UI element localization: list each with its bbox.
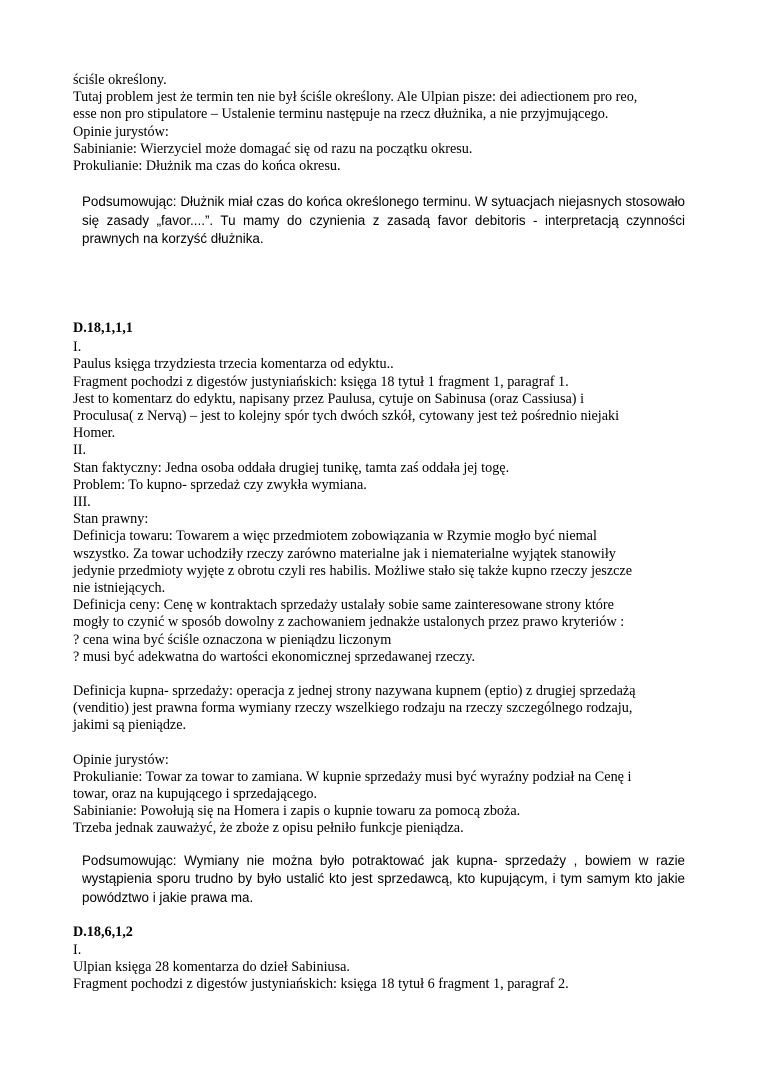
page-content xyxy=(73,72,693,993)
text-line: (venditio) jest prawna forma wymiany rzeczy wszelkiego rodzaju na rzeczy szczególnego rodzaju, xyxy=(73,700,633,717)
text-line: Homer. xyxy=(73,425,116,442)
text-line: Trzeba jednak zauważyć, że zboże z opisu pełniło funkcje pieniądza. xyxy=(73,820,464,837)
text-line: Sabinianie: Powołują się na Homera i zapis o kupnie towaru za pomocą zboża. xyxy=(73,803,521,820)
text-line: Stan faktyczny: Jedna osoba oddała drugiej tunikę, tamta zaś oddała jej togę. xyxy=(73,459,510,476)
text-line: esse non pro stipulatore – Ustalenie terminu następuje na rzecz dłużnika, a nie przyjmującego. xyxy=(73,106,609,123)
text-line: Ulpian księga 28 komentarza do dzieł Sabiniusa. xyxy=(73,958,350,975)
text-line: Tutaj problem jest że termin ten nie był ściśle określony. Ale Ulpian pisze: dei adiectionem pro reo, xyxy=(73,89,638,106)
section-d18-6-1-2 xyxy=(73,924,693,993)
text-line: Definicja ceny: Cenę w kontraktach sprzedaży ustalały sobie same zainteresowane strony które xyxy=(73,597,614,614)
text-line: III. xyxy=(73,494,91,511)
text-line: Problem: To kupno- sprzedaż czy zwykła wymiana. xyxy=(73,476,367,493)
text-line: Paulus księga trzydziesta trzecia komentarza od edyktu.. xyxy=(73,356,394,373)
text-line: jedynie przedmioty wyjęte z obrotu czyli res habilis. Możliwe stało się także kupno rzeczy jeszcze xyxy=(73,562,633,579)
intro-block xyxy=(73,72,693,175)
summary-paragraph-1: Podsumowując: Dłużnik miał czas do końca określonego terminu. W sytuacjach niejasnych stosowało się zasady „favor....”. Tu mamy do czynienia z zasadą favor debitoris - interpretacją czynności prawnych na korzyść dłużnika. xyxy=(82,194,685,247)
text-line: Opinie jurystów: xyxy=(73,751,169,768)
text-line: ? musi być adekwatna do wartości ekonomicznej sprzedawanej rzeczy. xyxy=(73,648,476,665)
text-line: mogły to czynić w sposób dowolny z zachowaniem jednakże ustalonych przez prawo kryteriów : xyxy=(73,614,625,631)
text-line: Sabinianie: Wierzyciel może domagać się od razu na początku okresu. xyxy=(73,140,473,157)
text-line: Proculusa( z Nervą) – jest to kolejny spór tych dwóch szkół, cytowany jest też pośrednio niejaki xyxy=(73,408,620,425)
text-line: I. xyxy=(73,941,82,958)
text-line: ? cena wina być ściśle oznaczona w pieniądzu liczonym xyxy=(73,631,392,648)
text-line: I. xyxy=(73,339,82,356)
text-line: towar, oraz na kupującego i sprzedającego. xyxy=(73,786,318,803)
section-d18-1-1-1 xyxy=(73,320,693,838)
text-line: Fragment pochodzi z digestów justyniańskich: księga 18 tytuł 6 fragment 1, paragraf 2. xyxy=(73,976,569,993)
text-line: Prokulianie: Towar za towar to zamiana. W kupnie sprzedaży musi być wyraźny podział na Cenę i xyxy=(73,768,632,785)
text-line: II. xyxy=(73,442,86,459)
text-line: Definicja towaru: Towarem a więc przedmiotem zobowiązania w Rzymie mogło być niemal xyxy=(73,528,597,545)
text-line: Definicja kupna- sprzedaży: operacja z jednej strony nazywana kupnem (eptio) z drugiej sprzedażą xyxy=(73,683,636,700)
text-line: Opinie jurystów: xyxy=(73,123,169,140)
section-heading: D.18,1,1,1 xyxy=(73,320,133,336)
section-heading: D.18,6,1,2 xyxy=(73,924,133,941)
text-line: Prokulianie: Dłużnik ma czas do końca okresu. xyxy=(73,158,341,175)
text-line: wszystko. Za towar uchodziły rzeczy zarówno materialne jak i niematerialne wyjątek stanowiły xyxy=(73,545,616,562)
text-line: Fragment pochodzi z digestów justyniańskich: księga 18 tytuł 1 fragment 1, paragraf 1. xyxy=(73,373,569,390)
text-line: Stan prawny: xyxy=(73,511,149,528)
text-line: ściśle określony. xyxy=(73,72,167,88)
text-line: nie istniejących. xyxy=(73,580,166,597)
summary-paragraph-2: Podsumowując: Wymiany nie można było potraktować jak kupna- sprzedaży , bowiem w razie wystąpienia sporu trudno by było ustalić kto jest sprzedawcą, kto kupującym, i tym samym kto jakie powództwo i jakie prawa ma. xyxy=(82,852,685,905)
text-line: jakimi są pieniądze. xyxy=(73,717,187,734)
text-line: Jest to komentarz do edyktu, napisany przez Paulusa, cytuje on Sabinusa (oraz Cassiusa) i xyxy=(73,390,585,407)
